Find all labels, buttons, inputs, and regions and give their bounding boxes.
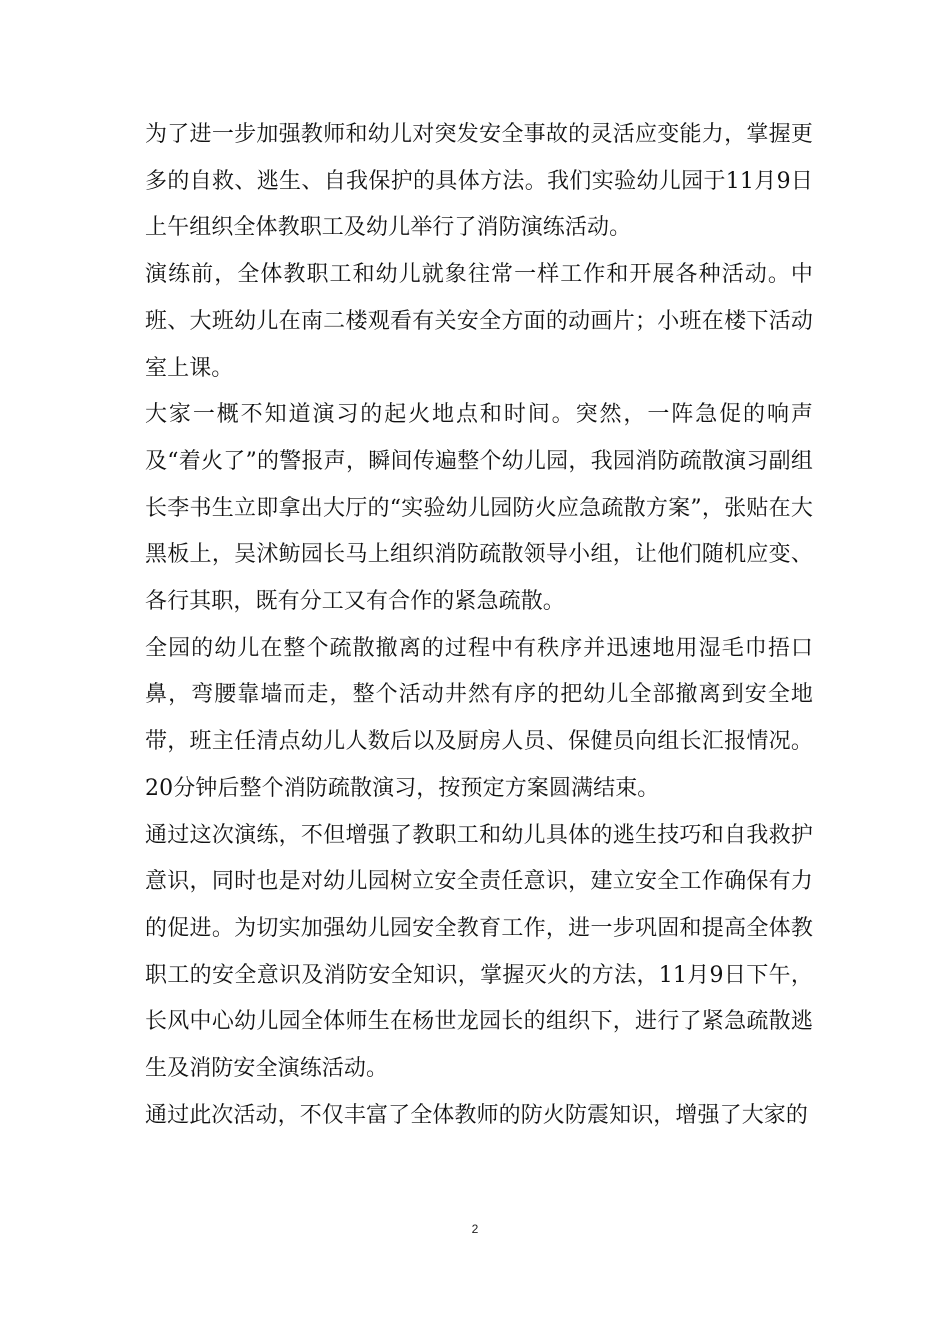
paragraph-results: 通过这次演练，不但增强了教职工和幼儿具体的逃生技巧和自我救护意识，同时也是对幼儿园树立安全责任意识，建立安全工作确保有力的促进。为切实加强幼儿园安全教育工作，进一步巩固和提高全体教职工的安全意识及消防安全知识，掌握灭火的方法，11月9日下午，长风中心幼儿园全体师生在杨世龙园长的组织下，进行了紧急疏散逃生及消防安全演练活动。 bbox=[145, 822, 813, 1082]
paragraph-conclusion: 通过此次活动，不仅丰富了全体教师的防火防震知识，增强了大家的 bbox=[145, 1102, 809, 1128]
paragraph-before-drill: 演练前，全体教职工和幼儿就象往常一样工作和开展各种活动。中班、大班幼儿在南二楼观看有关安全方面的动画片；小班在楼下活动室上课。 bbox=[145, 262, 813, 381]
page-number: 2 bbox=[471, 1222, 479, 1236]
document-body bbox=[145, 112, 813, 1139]
paragraph-alarm: 大家一概不知道演习的起火地点和时间。突然，一阵急促的响声及“着火了”的警报声，瞬间传遍整个幼儿园，我园消防疏散演习副组长李书生立即拿出大厅的“实验幼儿园防火应急疏散方案”，张贴在大黑板上，吴沭鲂园长马上组织消防疏散领导小组，让他们随机应变、各行其职，既有分工又有合作的紧急疏散。 bbox=[145, 402, 813, 615]
paragraph-evacuation: 全园的幼儿在整个疏散撤离的过程中有秩序并迅速地用湿毛巾捂口鼻，弯腰靠墙而走，整个活动井然有序的把幼儿全部撤离到安全地带，班主任清点幼儿人数后以及厨房人员、保健员向组长汇报情况。20分钟后整个消防疏散演习，按预定方案圆满结束。 bbox=[145, 635, 813, 801]
paragraph-drill-purpose: 为了进一步加强教师和幼儿对突发安全事故的灵活应变能力，掌握更多的自救、逃生、自我保护的具体方法。我们实验幼儿园于11月9日上午组织全体教职工及幼儿举行了消防演练活动。 bbox=[145, 122, 813, 241]
